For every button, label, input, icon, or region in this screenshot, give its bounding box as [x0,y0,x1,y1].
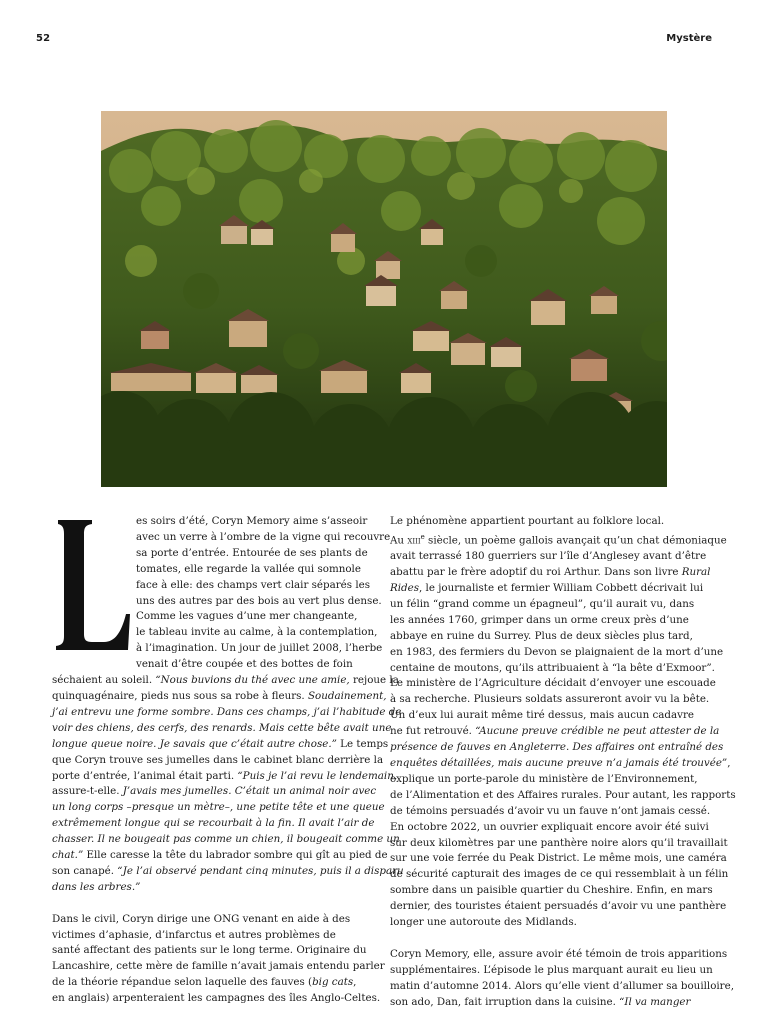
text-line: les années 1760, grimper dans un orme creux près d’une [390,613,689,626]
text-line: avait terrassé 180 guerriers sur l’île d’Anglesey avant d’être [390,550,707,563]
text-line: sur une voie ferrée du Peak District. Le même mois, une caméra [390,852,727,865]
page-number: 52 [36,33,51,44]
text-line: extrêmement longue qui se recourbait à la fin. Il avait l’air de [52,817,375,830]
text-line: de la théorie répandue selon laquelle des fauves (big cats, [52,976,357,989]
text-line: Le phénomène appartient pourtant au folklore local. [390,515,665,527]
text-line: abattu par le frère adoptif du roi Arthur. Dans son livre Rural [390,566,711,579]
text-line: chasser. Il ne bougeait pas comme un chien, il bougeait comme un [52,833,400,846]
text-line: de témoins persuadés d’avoir vu un fauve n’ont jamais cessé. [390,804,711,817]
text-line: avec un verre à l’ombre de la vigne qui recouvre [136,530,391,543]
text-line: son ado, Dan, fait irruption dans la cuisine. “Il va manger [390,995,691,1008]
text-line: présence de fauves en Angleterre. Des affaires ont entraîné des [390,741,724,754]
text-line: sa porte d’entrée. Entourée de ses plants de [136,546,368,559]
text-line: abbaye en ruine du Surrey. Plus de deux siècles plus tard, [390,629,693,642]
text-line: supplémentaires. L’épisode le plus marquant aurait eu lieu un [390,963,713,976]
text-line: victimes d’aphasie, d’infarctus et autres problèmes de [52,928,336,941]
text-line: un long corps –presque un mètre–, une petite tête et une queue [52,801,385,814]
text-line: ne fut retrouvé. “Aucune preuve crédible ne peut attester de la [390,725,720,738]
text-line: enquêtes détaillées, mais aucune preuve n’a jamais été trouvée”, [390,757,731,770]
text-line: Au xiii$^e$ siècle, un poème gallois avançait qu’un chat démoniaque [390,532,727,547]
text-line: à l’imagination. Un jour de juillet 2008, l’herbe [136,642,383,655]
text-line: séchaient au soleil. “Nous buvions du thé avec une amie, rejoue la [52,674,399,687]
text-line: Le ministère de l’Agriculture décidait d’envoyer une escouade [390,677,716,690]
text-line: uns des autres par des bois au vert plus dense. [136,594,382,607]
text-line: En octobre 2022, un ouvrier expliquait encore avoir été suivi [390,820,709,833]
text-line: tomates, elle regarde la vallée qui somnole [136,562,361,575]
article-column-right [390,514,736,1011]
text-line: Comme les vagues d’une mer changeante, [136,610,358,623]
text-line: quinquagénaire, pieds nus sous sa robe à fleurs. Soudainement, [52,689,387,702]
text-line: j’ai entrevu une forme sombre. Dans ces champs, j’ai l’habitude de [52,705,402,718]
text-line: santé affectant des patients sur le long terme. Originaire du [52,944,367,957]
text-line: Dans le civil, Coryn dirige une ONG venant en aide à des [52,912,351,925]
section-title: Mystère [666,33,712,44]
text-line: chat.” Elle caresse la tête du labrador sombre qui gît au pied de [52,849,388,862]
text-line: Lancashire, cette mère de famille n’avait jamais entendu parler [52,960,385,973]
text-line: le tableau invite au calme, à la contemplation, [136,626,378,639]
text-line: sur deux kilomètres par une panthère noire alors qu’il travaillait [390,836,728,849]
text-line: explique un porte-parole du ministère de l’Environnement, [390,772,698,785]
article-column-left [52,514,404,1007]
text-line: à sa recherche. Plusieurs soldats assureront avoir vu la bête. [390,693,710,706]
text-line: un félin “grand comme un épagneul”, qu’il aurait vu, dans [390,597,695,610]
text-line: en anglais) arpenteraient les campagnes des îles Anglo-Celtes. [52,992,381,1005]
text-line: longue queue noire. Je savais que c’était autre chose.” Le temps [52,737,389,750]
text-line: matin d’automne 2014. Alors qu’elle vient d’allumer sa bouilloire, [390,979,734,992]
text-line: son canapé. “Je l’ai observé pendant cinq minutes, puis il a disparu [52,864,404,877]
text-line: centaine de moutons, qu’ils attribuaient à “la bête d’Exmoor”. [390,661,715,674]
text-line: assure-t-elle. J’avais mes jumelles. C’était un animal noir avec [52,785,377,798]
text-line: longer une autoroute des Midlands. [390,916,577,929]
text-line: Coryn Memory, elle, assure avoir été témoin de trois apparitions [390,947,728,960]
text-line: es soirs d’été, Coryn Memory aime s’asseoir [136,515,368,527]
text-line: face à elle: des champs vert clair séparés les [136,578,370,591]
text-line: que Coryn trouve ses jumelles dans le cabinet blanc derrière la [52,753,384,766]
text-line: Un d’eux lui aurait même tiré dessus, mais aucun cadavre [390,709,694,722]
text-line: Rides, le journaliste et fermier William Cobbett décrivait lui [390,582,704,595]
text-line: en 1983, des fermiers du Devon se plaignaient de la mort d’une [390,645,724,658]
text-line: dernier, des touristes étaient persuadés d’avoir vu une panthère [390,900,727,913]
text-line: porte d’entrée, l’animal était parti. “Puis je l’ai revu le lendemain, [52,769,398,782]
text-line: de l’Alimentation et des Affaires rurales. Pour autant, les rapports [390,788,736,801]
village-hillside-photo [101,111,667,487]
text-line: voir des chiens, des cerfs, des renards. Mais cette bête avait une [52,721,392,734]
text-line: sombre dans un paisible quartier du Cheshire. Enfin, en mars [390,884,713,897]
text-line: venait d’être coupée et des bottes de foin [136,658,353,671]
text-line: de sécurité capturait des images de ce qui ressemblait à un félin [390,868,729,881]
text-line: dans les arbres.” [52,880,141,893]
